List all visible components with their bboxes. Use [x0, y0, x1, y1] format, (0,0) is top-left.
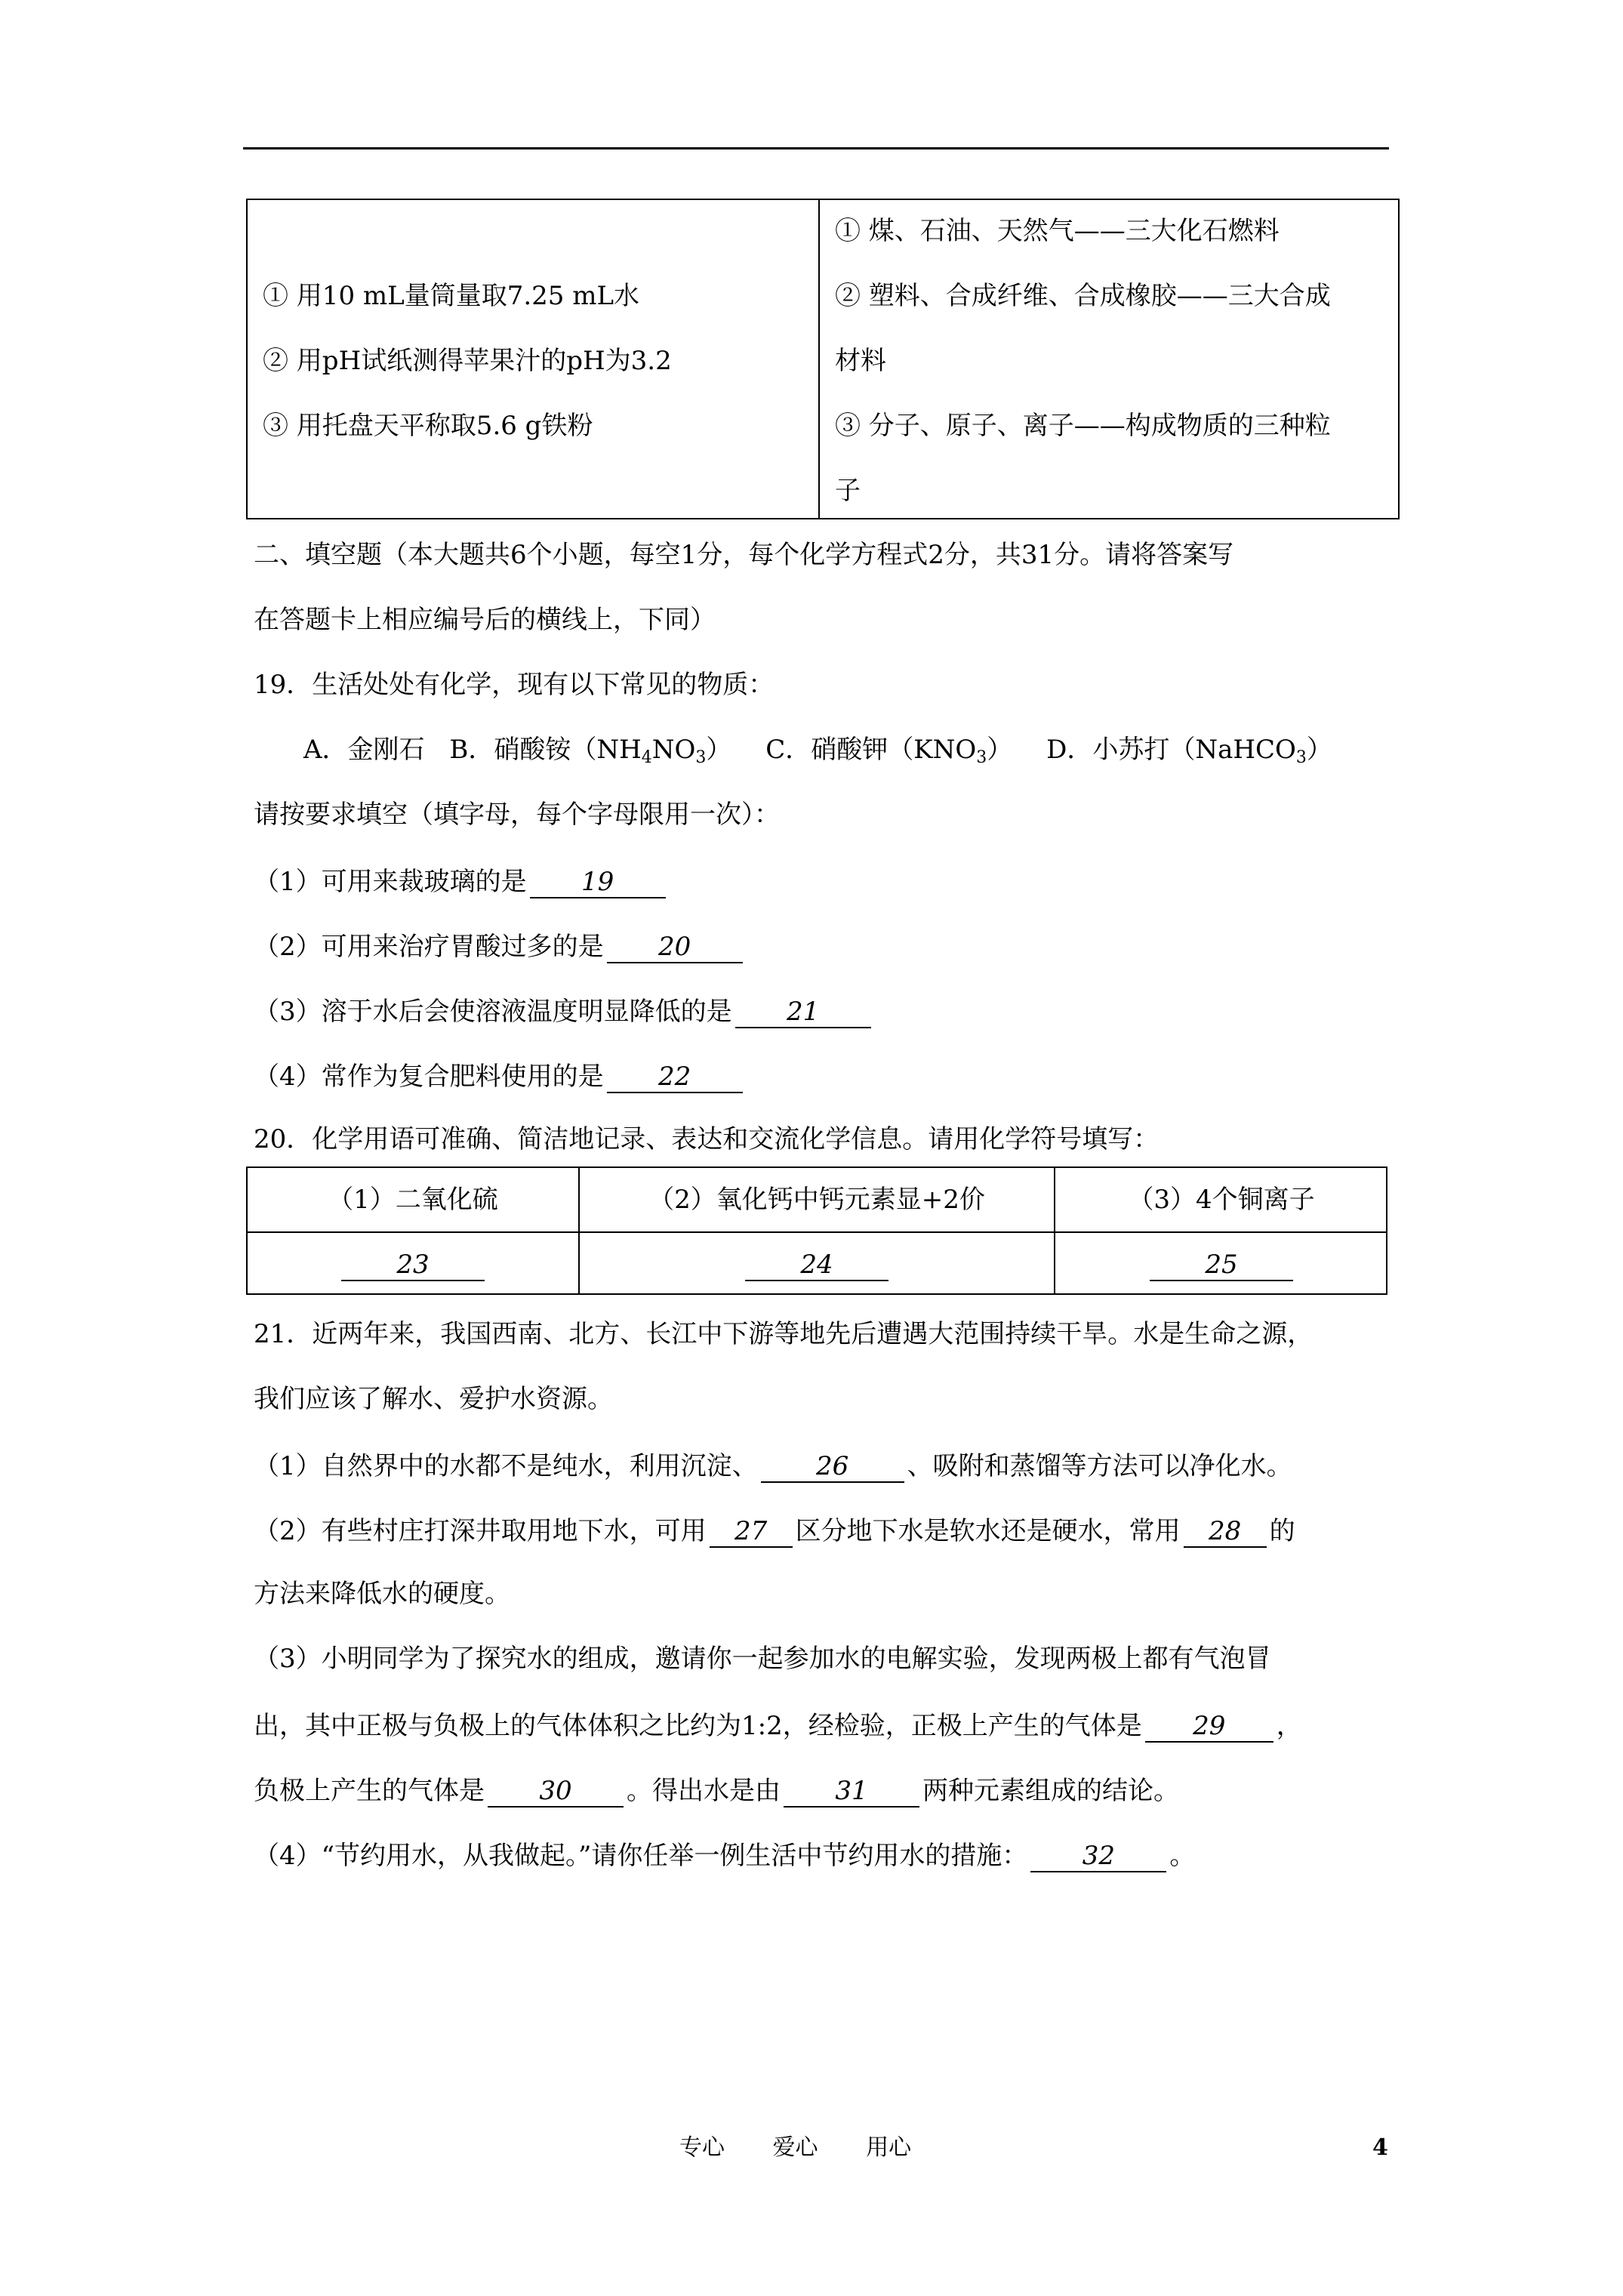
right-cell-line-2: ② 塑料、合成纤维、合成橡胶——三大合成 — [835, 281, 1331, 311]
q19-option-a: A．金刚石 — [303, 735, 425, 765]
right-cell-line-1: ① 煤、石油、天然气——三大化石燃料 — [835, 216, 1280, 246]
right-cell-line-4: ③ 分子、原子、离子——构成物质的三种粒 — [835, 411, 1331, 441]
footer-item: 用心 — [866, 2134, 912, 2161]
q19-option-d: D．小苏打（NaHCO$_3$） — [1046, 735, 1332, 767]
page-number: 4 — [1372, 2134, 1388, 2161]
answer-blank-26[interactable]: 26 — [761, 1451, 904, 1483]
q21-part-2-line-2: 方法来降低水的硬度。 — [254, 1579, 510, 1609]
left-cell-line-1: ① 用10 mL量筒量取7.25 mL水 — [263, 281, 640, 311]
q19-item-2: （2）可用来治疗胃酸过多的是 20 — [254, 932, 746, 963]
header-rule — [243, 147, 1389, 149]
answer-blank-25[interactable]: 25 — [1150, 1250, 1293, 1281]
answer-blank-20[interactable]: 20 — [607, 932, 743, 963]
section-heading-line-2: 在答题卡上相应编号后的横线上，下同） — [254, 605, 716, 635]
answer-blank-27[interactable]: 27 — [710, 1516, 793, 1548]
q21-part-3-line-2: 出，其中正极与负极上的气体体积之比约为1:2，经检验，正极上产生的气体是 29 ， — [254, 1711, 1302, 1741]
footer-item: 专心 — [679, 2134, 725, 2161]
q21-part-2: （2）有些村庄打深井取用地下水，可用 27 区分地下水是软水还是硬水，常用 28 的 — [254, 1516, 1295, 1546]
chemical-symbol-table — [246, 1166, 1387, 1295]
answer-blank-23[interactable]: 23 — [341, 1250, 485, 1281]
q19-item-3: （3）溶于水后会使溶液温度明显降低的是 21 — [254, 997, 874, 1028]
q21-part-3-line-3: 负极上产生的气体是 30 。得出水是由 31 两种元素组成的结论。 — [254, 1776, 1179, 1806]
table-header-1: （1）二氧化硫 — [328, 1185, 498, 1215]
q19-instruction: 请按要求填空（填字母，每个字母限用一次）： — [254, 800, 780, 830]
answer-blank-19[interactable]: 19 — [530, 867, 666, 898]
table-cell-2 — [580, 1233, 1054, 1296]
q20-stem: 20．化学用语可准确、简洁地记录、表达和交流化学信息。请用化学符号填写： — [254, 1124, 1160, 1154]
q21-stem-line-2: 我们应该了解水、爱护水资源。 — [254, 1384, 613, 1414]
q21-part-3-line-1: （3）小明同学为了探究水的组成，邀请你一起参加水的电解实验，发现两极上都有气泡冒 — [254, 1644, 1271, 1674]
footer-item: 爱心 — [772, 2134, 818, 2161]
answer-blank-30[interactable]: 30 — [488, 1776, 624, 1808]
table-header-3: （3）4个铜离子 — [1128, 1185, 1315, 1215]
q19-option-b: B．硝酸铵$(NH_4NO_3)$ — [449, 735, 732, 767]
q21-part-1: （1）自然界中的水都不是纯水，利用沉淀、 26 、吸附和蒸馏等方法可以净化水。 — [254, 1451, 1292, 1481]
right-cell-line-3: 材料 — [835, 346, 886, 376]
q19-stem: 19．生活处处有化学，现有以下常见的物质： — [254, 670, 775, 700]
answer-blank-31[interactable]: 31 — [784, 1776, 919, 1808]
q19-option-c: C．硝酸钾$(KNO_3)$ — [765, 735, 1013, 767]
footer-motto — [679, 2134, 952, 2161]
q19-item-4: （4）常作为复合肥料使用的是 22 — [254, 1062, 746, 1093]
table-divider — [818, 200, 820, 518]
answer-blank-21[interactable]: 21 — [735, 997, 871, 1028]
table-cell-1 — [248, 1233, 578, 1296]
left-cell-line-3: ③ 用托盘天平称取5.6 g铁粉 — [263, 411, 593, 441]
q21-part-4: （4）“节约用水，从我做起。”请你任举一例生活中节约用水的措施： 32 。 — [254, 1841, 1196, 1871]
q19-options — [303, 735, 1332, 767]
q21-stem-line-1: 21．近两年来，我国西南、北方、长江中下游等地先后遭遇大范围持续干旱。水是生命之源， — [254, 1319, 1313, 1349]
answer-blank-29[interactable]: 29 — [1145, 1711, 1273, 1743]
left-cell-line-2: ② 用pH试纸测得苹果汁的pH为3.2 — [263, 346, 672, 376]
answer-blank-24[interactable]: 24 — [745, 1250, 888, 1281]
table-header-2: （2）氧化钙中钙元素显+2价 — [648, 1185, 985, 1215]
right-cell-line-5: 子 — [835, 476, 861, 506]
q19-item-1: （1）可用来裁玻璃的是 19 — [254, 867, 669, 898]
section-heading-line-1: 二、填空题（本大题共6个小题，每空1分，每个化学方程式2分，共31分。请将答案写 — [254, 540, 1234, 570]
comparison-table — [246, 199, 1400, 519]
answer-blank-28[interactable]: 28 — [1184, 1516, 1267, 1548]
answer-blank-32[interactable]: 32 — [1030, 1841, 1166, 1872]
answer-blank-22[interactable]: 22 — [607, 1062, 743, 1093]
table-cell-3 — [1055, 1233, 1387, 1296]
